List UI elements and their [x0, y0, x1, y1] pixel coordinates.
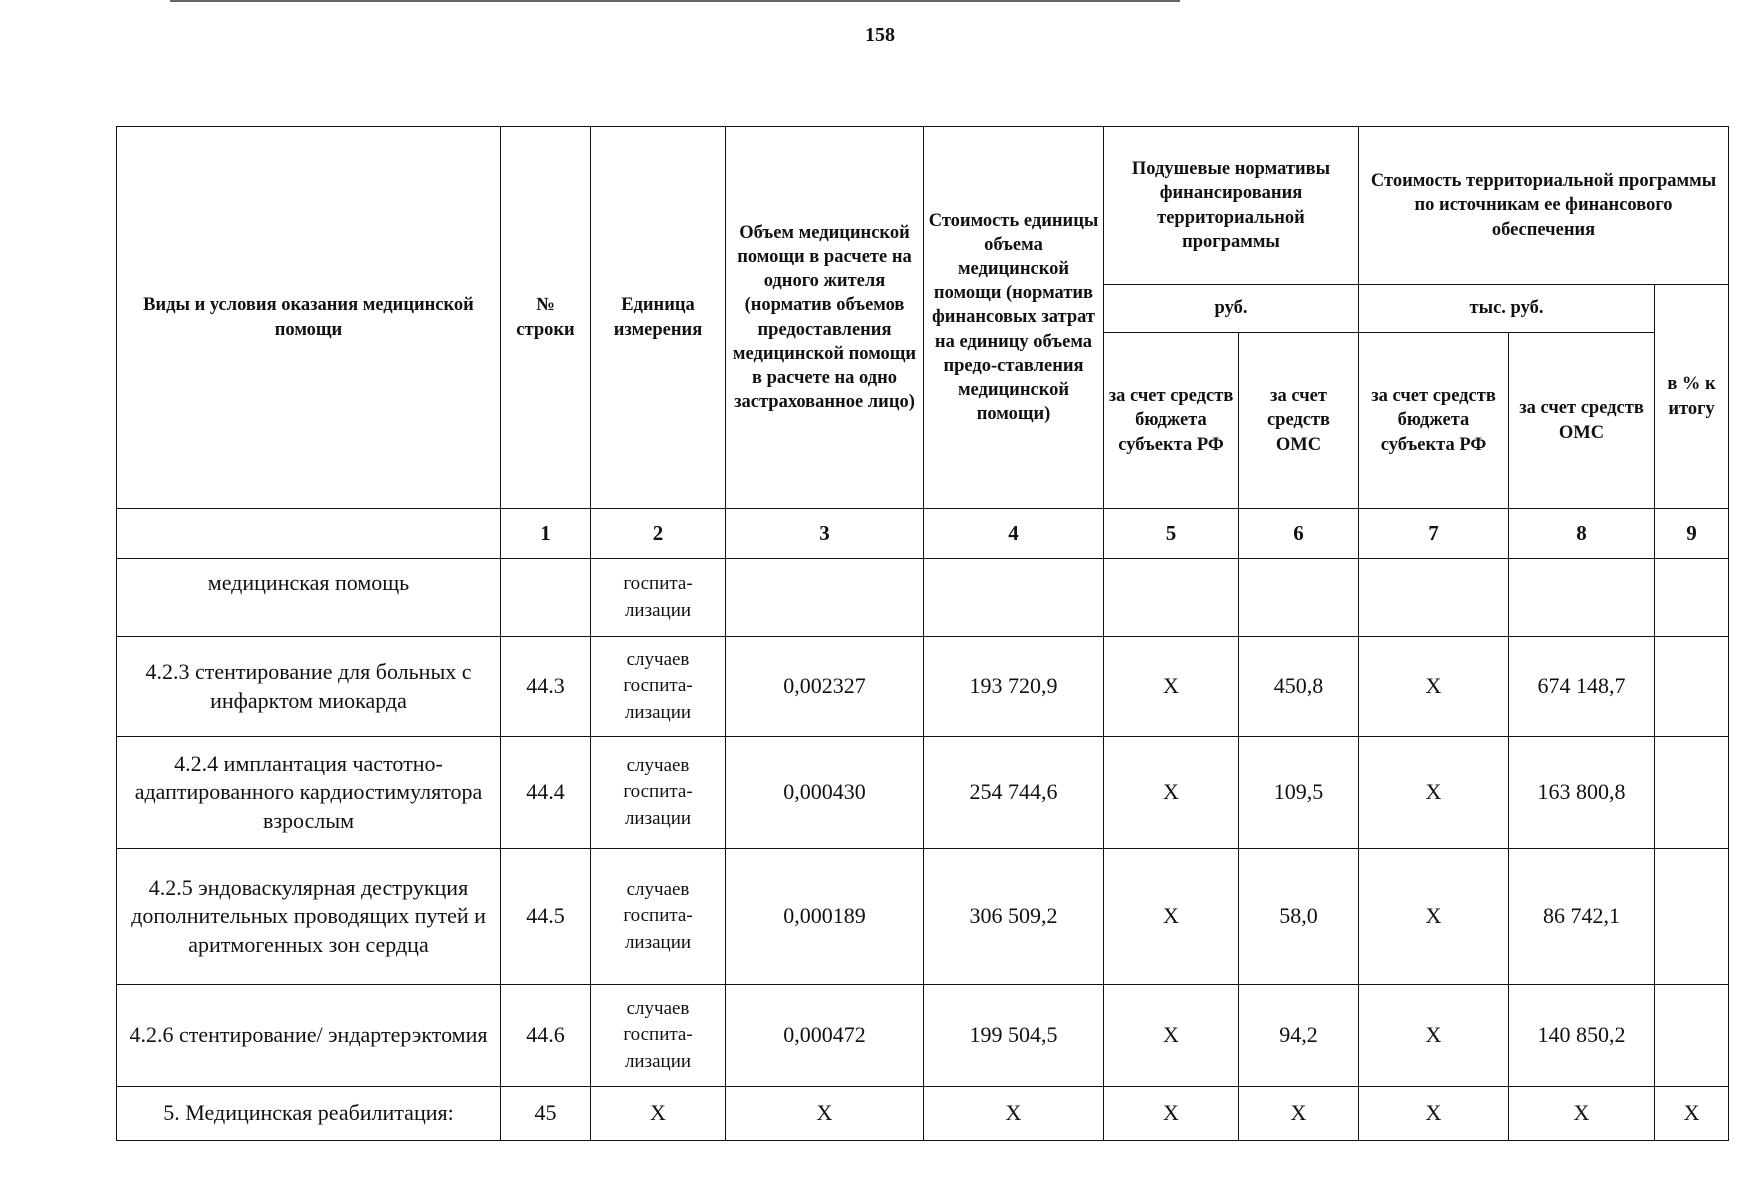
row-unit: случаев госпита-лизации — [591, 985, 726, 1087]
cell-cost: 306 509,2 — [924, 849, 1104, 985]
page-number: 158 — [865, 24, 895, 46]
row-number: 45 — [501, 1087, 591, 1141]
table-row — [117, 985, 1729, 1087]
row-unit: госпита-лизации — [591, 559, 726, 637]
row-number: 44.3 — [501, 637, 591, 737]
cell-oms-thous — [1509, 559, 1655, 637]
cell-budget-thous — [1359, 559, 1509, 637]
column-number: 8 — [1509, 509, 1655, 559]
top-rule — [170, 0, 1180, 2]
cell-budget-thous: X — [1359, 985, 1509, 1087]
financing-table — [116, 126, 1729, 1141]
header-oms-rub: за счет средств ОМС — [1239, 333, 1359, 509]
header-unit: Единица измерения — [591, 127, 726, 509]
cell-cost: 254 744,6 — [924, 737, 1104, 849]
cell-budget-rub: X — [1104, 637, 1239, 737]
row-unit: случаев госпита-лизации — [591, 849, 726, 985]
cell-volume: X — [726, 1087, 924, 1141]
cell-cost — [924, 559, 1104, 637]
cell-volume: 0,000189 — [726, 849, 924, 985]
header-thous-rub: тыс. руб. — [1359, 285, 1655, 333]
cell-oms-rub: 58,0 — [1239, 849, 1359, 985]
cell-cost: X — [924, 1087, 1104, 1141]
column-number: 5 — [1104, 509, 1239, 559]
cell-oms-thous: 674 148,7 — [1509, 637, 1655, 737]
column-number: 4 — [924, 509, 1104, 559]
row-name: 5. Медицинская реабилитация: — [117, 1087, 501, 1141]
column-number: 1 — [501, 509, 591, 559]
column-number: 2 — [591, 509, 726, 559]
header-oms-thous: за счет средств ОМС — [1509, 333, 1655, 509]
header-volume: Объем медицинской помощи в расчете на одного жителя (норматив объемов предоставления медицинской помощи в расчете на одно застрахованное лицо) — [726, 127, 924, 509]
cell-percent: X — [1655, 1087, 1729, 1141]
row-number: 44.4 — [501, 737, 591, 849]
header-budget-thous: за счет средств бюджета субъекта РФ — [1359, 333, 1509, 509]
cell-cost: 199 504,5 — [924, 985, 1104, 1087]
row-name: медицинская помощь — [117, 559, 501, 637]
header-row-1 — [117, 127, 1729, 285]
cell-oms-thous: 163 800,8 — [1509, 737, 1655, 849]
cell-oms-thous: 86 742,1 — [1509, 849, 1655, 985]
row-name: 4.2.6 стентирование/ эндартерэктомия — [117, 985, 501, 1087]
column-number: 7 — [1359, 509, 1509, 559]
table-row — [117, 559, 1729, 637]
cell-percent — [1655, 849, 1729, 985]
header-row-no: № строки — [501, 127, 591, 509]
cell-budget-thous: X — [1359, 637, 1509, 737]
cell-percent — [1655, 985, 1729, 1087]
cell-budget-rub: X — [1104, 1087, 1239, 1141]
cell-cost: 193 720,9 — [924, 637, 1104, 737]
row-unit: X — [591, 1087, 726, 1141]
cell-budget-thous: X — [1359, 1087, 1509, 1141]
cell-volume: 0,000430 — [726, 737, 924, 849]
row-name: 4.2.3 стентирование для больных с инфарктом миокарда — [117, 637, 501, 737]
table-row — [117, 849, 1729, 985]
table-row — [117, 637, 1729, 737]
column-number: 3 — [726, 509, 924, 559]
header-budget-rub: за счет средств бюджета субъекта РФ — [1104, 333, 1239, 509]
cell-budget-rub: X — [1104, 737, 1239, 849]
header-kind: Виды и условия оказания медицинской помощи — [117, 127, 501, 509]
cell-budget-thous: X — [1359, 849, 1509, 985]
cell-percent — [1655, 559, 1729, 637]
row-number: 44.5 — [501, 849, 591, 985]
cell-oms-thous: X — [1509, 1087, 1655, 1141]
cell-oms-rub: 109,5 — [1239, 737, 1359, 849]
cell-oms-rub: 94,2 — [1239, 985, 1359, 1087]
row-number — [501, 559, 591, 637]
cell-percent — [1655, 637, 1729, 737]
column-number: 6 — [1239, 509, 1359, 559]
cell-budget-rub: X — [1104, 849, 1239, 985]
table-row — [117, 1087, 1729, 1141]
cell-oms-thous: 140 850,2 — [1509, 985, 1655, 1087]
cell-budget-thous: X — [1359, 737, 1509, 849]
row-unit: случаев госпита-лизации — [591, 737, 726, 849]
header-program-cost: Стоимость территориальной программы по источникам ее финансового обеспечения — [1359, 127, 1729, 285]
cell-oms-rub: 450,8 — [1239, 637, 1359, 737]
row-number: 44.6 — [501, 985, 591, 1087]
cell-volume: 0,002327 — [726, 637, 924, 737]
cell-oms-rub: X — [1239, 1087, 1359, 1141]
row-name: 4.2.5 эндоваскулярная деструкция дополнительных проводящих путей и аритмогенных зон сердца — [117, 849, 501, 985]
cell-oms-rub — [1239, 559, 1359, 637]
cell-percent — [1655, 737, 1729, 849]
cell-volume: 0,000472 — [726, 985, 924, 1087]
column-number: 9 — [1655, 509, 1729, 559]
column-numbers-row — [117, 509, 1729, 559]
header-percent: в % к итогу — [1655, 285, 1729, 509]
header-rub: руб. — [1104, 285, 1359, 333]
table-row — [117, 737, 1729, 849]
column-number — [117, 509, 501, 559]
header-cost: Стоимость единицы объема медицинской помощи (норматив финансовых затрат на единицу объема предо-ставления медицинской помощи) — [924, 127, 1104, 509]
cell-budget-rub: X — [1104, 985, 1239, 1087]
cell-volume — [726, 559, 924, 637]
cell-budget-rub — [1104, 559, 1239, 637]
header-per-capita: Подушевые нормативы финансирования территориальной программы — [1104, 127, 1359, 285]
row-name: 4.2.4 имплантация частотно-адаптированного кардиостимулятора взрослым — [117, 737, 501, 849]
row-unit: случаев госпита-лизации — [591, 637, 726, 737]
